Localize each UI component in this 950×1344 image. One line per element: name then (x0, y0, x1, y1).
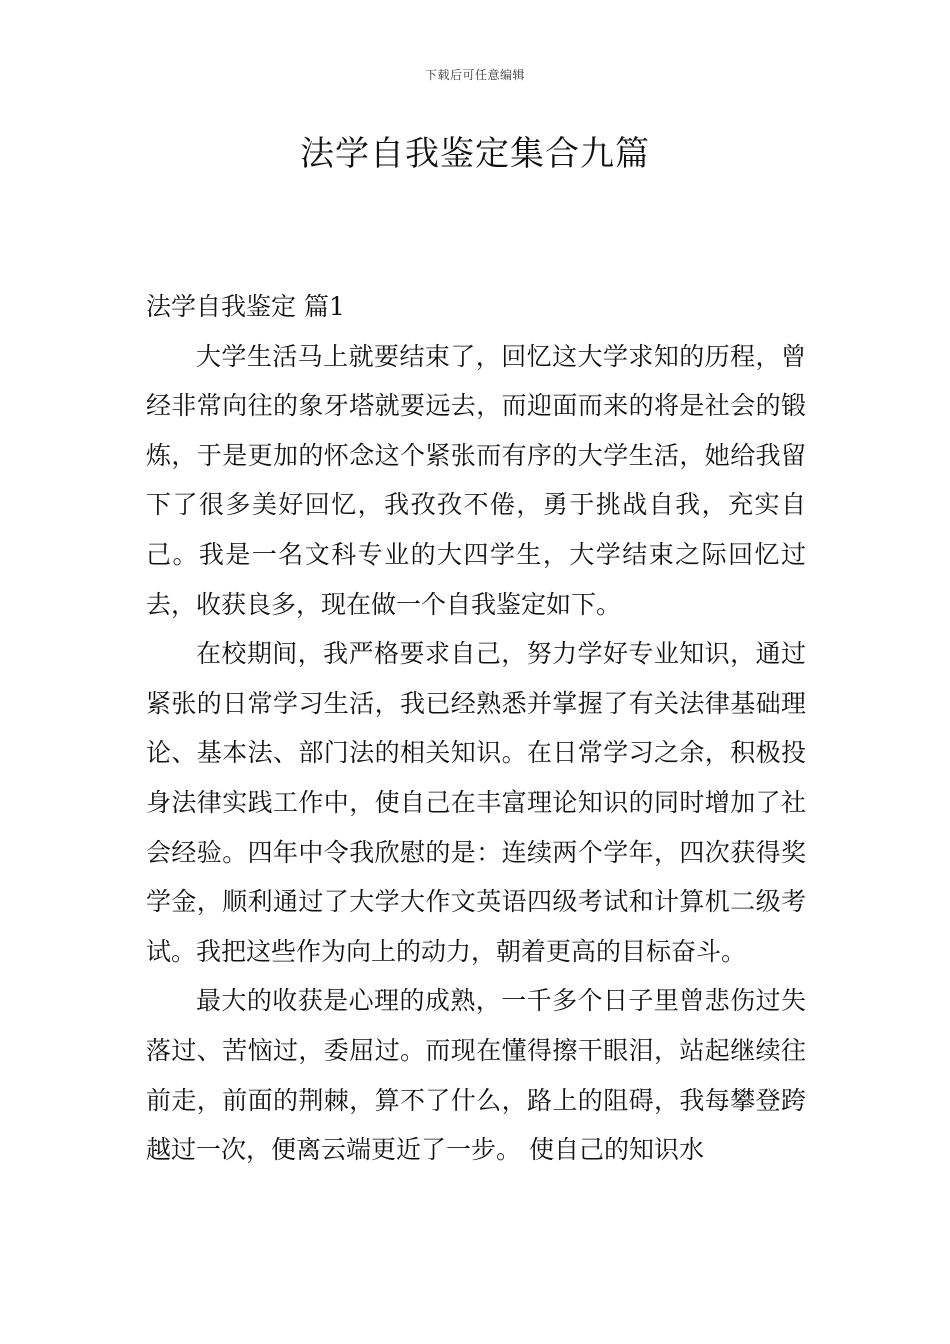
document-body (146, 282, 806, 1175)
header-note: 下载后可任意编辑 (424, 68, 525, 82)
paragraph: 在校期间，我严格要求自己，努力学好专业知识，通过紧张的日常学习生活，我已经熟悉并掌握了有关法律基础理论、基本法、部门法的相关知识。在日常学习之余，积极投身法律实践工作中，使自己在丰富理论知识的同时增加了社会经验。四年中令我欣慰的是：连续两个学年，四次获得奖学金，顺利通过了大学大作文英语四级考试和计算机二级考试。我把这些作为向上的动力，朝着更高的目标奋斗。 (146, 639, 806, 966)
paragraph: 大学生活马上就要结束了，回忆这大学求知的历程，曾经非常向往的象牙塔就要远去，而迎面而来的将是社会的锻炼，于是更加的怀念这个紧张而有序的大学生活，她给我留下了很多美好回忆，我孜孜不倦，勇于挑战自我，充实自己。我是一名文科专业的大四学生，大学结束之际回忆过去，收获良多，现在做一个自我鉴定如下。 (146, 341, 806, 619)
paragraph: 最大的收获是心理的成熟，一千多个日子里曾悲伤过失落过、苦恼过，委屈过。而现在懂得擦干眼泪，站起继续往前走，前面的荆棘，算不了什么，路上的阻碍，我每攀登跨越过一次，便离云端更近了一步。 使自己的知识水 (146, 986, 806, 1165)
document-title: 法学自我鉴定集合九篇 (300, 134, 650, 174)
section-heading: 法学自我鉴定 篇1 (146, 292, 345, 321)
